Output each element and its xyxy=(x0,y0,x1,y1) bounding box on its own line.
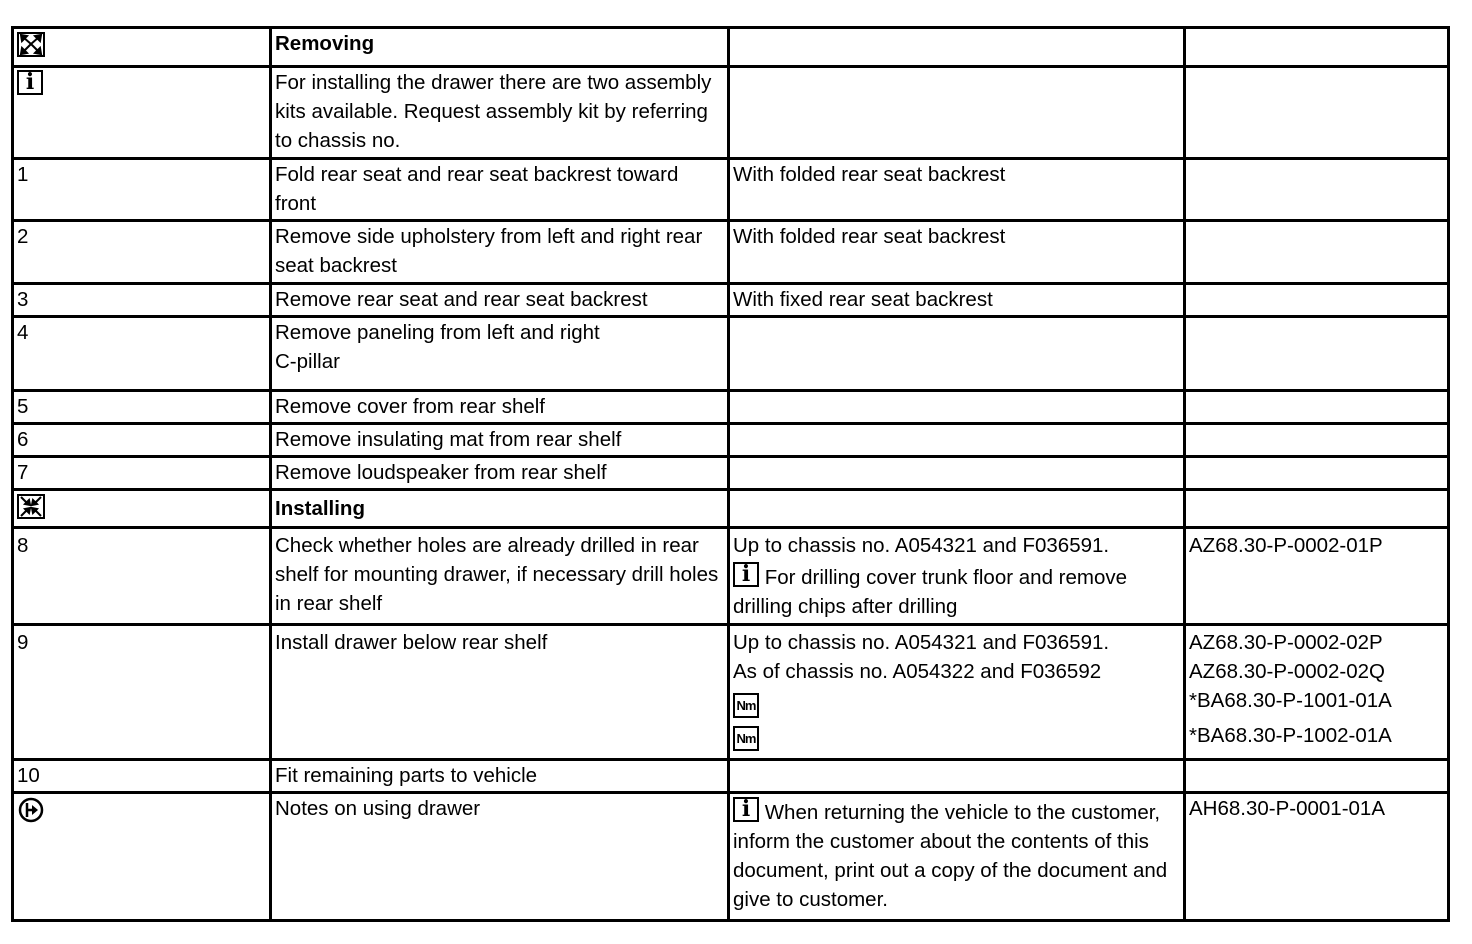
info-icon xyxy=(17,70,43,95)
step-number: 6 xyxy=(13,424,271,457)
step-action: Fold rear seat and rear seat backrest toward front xyxy=(271,159,729,221)
step-number: 10 xyxy=(13,760,271,793)
step-action: Remove loudspeaker from rear shelf xyxy=(271,457,729,490)
table-row xyxy=(13,528,1449,625)
step-condition: Up to chassis no. A054321 and F036591. xyxy=(733,631,1110,654)
reference-code: AZ68.30-P-0002-02P xyxy=(1189,631,1383,654)
step-action: Install drawer below rear shelf xyxy=(271,625,729,760)
expand-arrows-icon xyxy=(17,32,45,57)
table-row xyxy=(13,391,1449,424)
step-action: Remove cover from rear shelf xyxy=(271,391,729,424)
step-action: Notes on using drawer xyxy=(271,793,729,921)
step-number: 4 xyxy=(13,317,271,391)
table-row xyxy=(13,284,1449,317)
table-row xyxy=(13,317,1449,391)
reference-code: AZ68.30-P-0002-02Q xyxy=(1189,660,1386,683)
reference-code: *BA68.30-P-1001-01A xyxy=(1189,689,1392,712)
torque-nm-icon: Nm xyxy=(733,693,759,718)
table-row xyxy=(13,625,1449,760)
step-action: Fit remaining parts to vehicle xyxy=(271,760,729,793)
table-row xyxy=(13,457,1449,490)
compress-arrows-icon xyxy=(17,494,45,519)
table-row xyxy=(13,793,1449,921)
info-icon xyxy=(733,797,759,822)
step-number: 9 xyxy=(13,625,271,760)
section-title-installing: Installing xyxy=(271,490,729,528)
table-row xyxy=(13,424,1449,457)
step-number: 5 xyxy=(13,391,271,424)
reference-code: AZ68.30-P-0002-01P xyxy=(1185,528,1449,625)
table-row xyxy=(13,221,1449,284)
step-action: Remove insulating mat from rear shelf xyxy=(271,424,729,457)
table-row xyxy=(13,760,1449,793)
step-condition: With folded rear seat backrest xyxy=(729,221,1185,284)
step-number: 8 xyxy=(13,528,271,625)
step-condition: With fixed rear seat backrest xyxy=(729,284,1185,317)
step-number: 2 xyxy=(13,221,271,284)
info-text: For installing the drawer there are two assembly kits available. Request assembly kit by referring to chassis no. xyxy=(271,67,729,159)
torque-nm-icon: Nm xyxy=(733,726,759,751)
info-note: When returning the vehicle to the customer, inform the customer about the contents of this document, print out a copy of the document and give to customer. xyxy=(733,801,1168,911)
info-note: For drilling cover trunk floor and remove drilling chips after drilling xyxy=(733,566,1128,618)
step-condition: As of chassis no. A054322 and F036592 xyxy=(733,660,1102,683)
step-number: 3 xyxy=(13,284,271,317)
step-action: Remove side upholstery from left and right rear seat backrest xyxy=(271,221,729,284)
step-number: 7 xyxy=(13,457,271,490)
reference-code: *BA68.30-P-1002-01A xyxy=(1189,724,1392,747)
step-condition: Up to chassis no. A054321 and F036591. xyxy=(733,534,1110,557)
table-row xyxy=(13,67,1449,159)
table-row xyxy=(13,490,1449,528)
section-title-removing: Removing xyxy=(271,28,729,67)
step-number: 1 xyxy=(13,159,271,221)
step-condition: With folded rear seat backrest xyxy=(729,159,1185,221)
table-row xyxy=(13,28,1449,67)
note-arrow-icon xyxy=(17,796,45,824)
step-action: Remove rear seat and rear seat backrest xyxy=(271,284,729,317)
step-action: Remove paneling from left and right C-pillar xyxy=(271,317,729,391)
info-icon xyxy=(733,562,759,587)
procedure-table xyxy=(11,26,1450,922)
step-action: Check whether holes are already drilled in rear shelf for mounting drawer, if necessary drill holes in rear shelf xyxy=(271,528,729,625)
table-row xyxy=(13,159,1449,221)
reference-code: AH68.30-P-0001-01A xyxy=(1185,793,1449,921)
